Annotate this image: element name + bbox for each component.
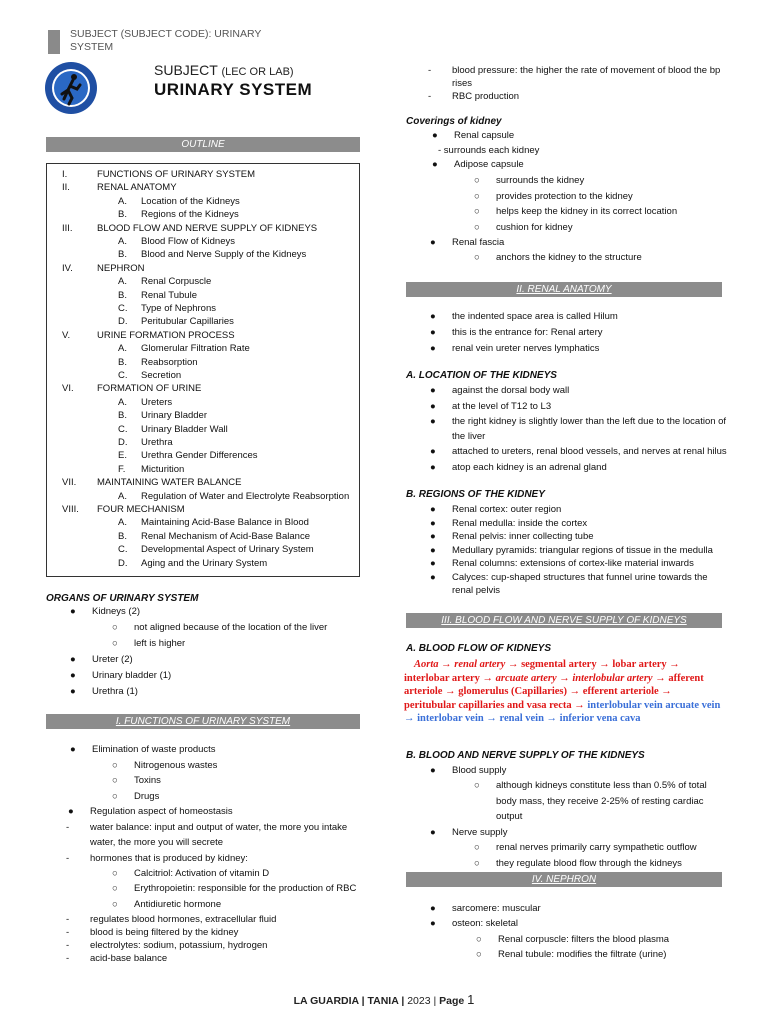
blood-flow-sequence: Aorta → renal artery → segmental artery → lobar artery → interlobar artery → arcuate artery → interlobular artery → afferent arteriole → glomerulus (Capillaries) → efferent arteriole → peritubular capillaries and vasa recta → interlobular vein arcuate vein → interlobar vein → renal vein → inferior vena cava	[404, 659, 721, 725]
outline-item-number: A.	[118, 195, 127, 207]
outline-item: Ureters	[141, 396, 173, 408]
outline-item: Maintaining Acid-Base Balance in Blood	[141, 517, 309, 529]
outline-item-number: B.	[118, 209, 127, 221]
outline-item: FORMATION OF URINE	[97, 383, 202, 395]
list-item: ○ Calcitriol: Activation of vitamin D	[112, 868, 270, 879]
outline-item: NEPHRON	[97, 262, 145, 274]
renal-anatomy-heading: II. RENAL ANATOMY	[406, 282, 722, 297]
list-item: ● Renal fascia	[430, 237, 505, 248]
outline-item-number: A.	[118, 343, 127, 355]
list-item: ○ cushion for kidney	[474, 222, 573, 233]
header-line-1: SUBJECT (SUBJECT CODE): URINARY	[70, 28, 262, 40]
header-accent-bar	[48, 30, 60, 54]
functions-heading: I. FUNCTIONS OF URINARY SYSTEM	[46, 714, 360, 729]
list-item: ● Elimination of waste products	[70, 744, 216, 755]
list-item: body mass, they receive 2-25% of resting cardiac	[496, 796, 704, 807]
list-item: rises	[452, 78, 473, 89]
list-item: ● Calyces: cup-shaped structures that funnel urine towards the	[430, 572, 708, 583]
coverings-title: Coverings of kidney	[406, 116, 502, 127]
outline-item-number: VI.	[62, 383, 74, 395]
regions-title: B. REGIONS OF THE KIDNEY	[406, 489, 545, 500]
list-item: - regulates blood hormones, extracellular fluid	[66, 914, 277, 925]
outline-item: Urethra	[141, 437, 173, 448]
list-item: ● against the dorsal body wall	[430, 385, 570, 396]
list-item: ● the indented space area is called Hilum	[430, 311, 618, 322]
list-item: ● Renal columns: extensions of cortex-like material inwards	[430, 558, 694, 569]
outline-item-number: B.	[118, 356, 127, 368]
list-item: ● Nerve supply	[430, 827, 508, 838]
outline-item: Type of Nephrons	[141, 303, 216, 314]
list-item: renal pelvis	[452, 585, 501, 596]
outline-item-number: B.	[118, 289, 127, 301]
list-item: ○ Toxins	[112, 775, 161, 786]
list-item: ● Renal cortex: outer region	[430, 504, 562, 515]
outline-item-number: D.	[118, 557, 128, 569]
outline-item-number: A.	[118, 517, 127, 529]
outline-item: Glomerular Filtration Rate	[141, 343, 250, 355]
outline-item: RENAL ANATOMY	[97, 182, 177, 194]
list-item: - surrounds each kidney	[438, 145, 540, 156]
list-item: - acid-base balance	[66, 953, 168, 964]
list-item: ● Renal pelvis: inner collecting tube	[430, 531, 594, 542]
footer-page-number: 1	[467, 992, 475, 1007]
list-item: ○ left is higher	[112, 638, 186, 649]
outline-item-number: VIII.	[62, 504, 79, 515]
outline-item: Regions of the Kidneys	[141, 209, 239, 221]
footer-year: 2023 |	[407, 995, 437, 1007]
list-item: ○ helps keep the kidney in its correct location	[474, 206, 678, 217]
outline-item: FUNCTIONS OF URINARY SYSTEM	[97, 169, 255, 180]
outline-item: Renal Corpuscle	[141, 276, 212, 288]
outline-item: FOUR MECHANISM	[97, 504, 185, 515]
list-item: ● this is the entrance for: Renal artery	[430, 327, 603, 338]
list-item: ○ Renal corpuscle: filters the blood plasma	[476, 934, 670, 945]
outline-item: Blood and Nerve Supply of the Kidneys	[141, 249, 307, 261]
outline-item-number: A.	[118, 236, 127, 247]
list-item: ● Medullary pyramids: triangular regions of tissue in the medulla	[430, 545, 713, 556]
blood-flow-heading: III. BLOOD FLOW AND NERVE SUPPLY OF KIDNEYS	[406, 613, 722, 628]
list-item: ● Renal capsule	[432, 130, 515, 141]
outline-item: URINE FORMATION PROCESS	[97, 329, 235, 341]
outline-item-number: C.	[118, 303, 128, 314]
outline-item-number: A.	[118, 396, 127, 408]
list-item: ○ provides protection to the kidney	[474, 191, 633, 202]
outline-item-number: I.	[62, 169, 68, 180]
outline-item: Regulation of Water and Electrolyte Reabsorption	[141, 490, 350, 502]
outline-item: Blood Flow of Kidneys	[141, 236, 235, 247]
outline-item-number: E.	[118, 450, 127, 462]
list-item: ● osteon: skeletal	[430, 918, 519, 929]
outline-item: Micturition	[141, 463, 185, 475]
outline-item: Urinary Bladder	[141, 410, 207, 422]
list-item: ● Regulation aspect of homeostasis	[68, 806, 233, 817]
outline-item-number: III.	[62, 222, 73, 234]
list-item: the liver	[452, 431, 486, 442]
list-item: ○ although kidneys constitute less than 0.5% of total	[474, 780, 707, 791]
outline-heading: OUTLINE	[46, 137, 360, 152]
outline-item-number: II.	[62, 182, 70, 194]
outline-item-number: D.	[118, 316, 128, 328]
list-item: - blood is being filtered by the kidney	[66, 927, 239, 938]
list-item: ○ renal nerves primarily carry sympathetic outflow	[474, 842, 697, 853]
outline-item: MAINTAINING WATER BALANCE	[97, 477, 242, 489]
page-title: URINARY SYSTEM	[154, 80, 313, 99]
outline-item-number: B.	[118, 410, 127, 422]
list-item: water, the more you will secrete	[90, 837, 224, 848]
outline-item: Developmental Aspect of Urinary System	[141, 544, 314, 556]
list-item: output	[496, 811, 523, 822]
list-item: ○ Renal tubule: modifies the filtrate (urine)	[476, 949, 667, 960]
outline-item: Renal Mechanism of Acid-Base Balance	[141, 530, 310, 542]
outline-item-number: F.	[118, 463, 126, 475]
organs-title: ORGANS OF URINARY SYSTEM	[46, 593, 199, 604]
list-item: ● sarcomere: muscular	[430, 903, 541, 914]
list-item: ● renal vein ureter nerves lymphatics	[430, 343, 600, 354]
list-item: ● at the level of T12 to L3	[430, 401, 552, 412]
outline-item: Reabsorption	[141, 356, 198, 368]
blood-flow-title: A. BLOOD FLOW OF KIDNEYS	[406, 643, 551, 654]
outline-item-number: VII.	[62, 477, 77, 489]
outline-item-number: V.	[62, 329, 71, 341]
outline-item: Urinary Bladder Wall	[141, 423, 228, 435]
list-item: ○ not aligned because of the location of the liver	[112, 622, 328, 633]
outline-item: Aging and the Urinary System	[141, 557, 268, 569]
list-item: ● Blood supply	[430, 765, 507, 776]
footer-authors: LA GUARDIA | TANIA |	[293, 995, 405, 1007]
outline-item: BLOOD FLOW AND NERVE SUPPLY OF KIDNEYS	[97, 222, 318, 234]
outline-item: Urethra Gender Differences	[141, 450, 258, 462]
list-item: ○ anchors the kidney to the structure	[474, 252, 642, 263]
list-item: ● Adipose capsule	[432, 159, 524, 170]
header-line-2: SYSTEM	[70, 41, 114, 53]
footer-page-label: Page	[439, 995, 465, 1007]
list-item: ○ Nitrogenous wastes	[112, 760, 218, 771]
outline-item-number: D.	[118, 437, 128, 448]
outline-item-number: C.	[118, 423, 128, 435]
outline-item-number: B.	[118, 530, 127, 542]
outline-item-number: IV.	[62, 262, 73, 274]
outline-item-number: B.	[118, 249, 127, 261]
outline-item-number: A.	[118, 276, 127, 288]
list-item: ● Kidneys (2)	[70, 606, 141, 617]
list-item: ● atop each kidney is an adrenal gland	[430, 462, 607, 473]
list-item: ● Ureter (2)	[70, 654, 133, 665]
outline-item-number: C.	[118, 370, 128, 381]
nephron-heading: IV. NEPHRON	[406, 872, 722, 887]
outline-item: Peritubular Capillaries	[141, 316, 234, 328]
outline-item-number: C.	[118, 544, 128, 556]
nerve-supply-title: B. BLOOD AND NERVE SUPPLY OF THE KIDNEYS	[406, 750, 645, 761]
list-item: - water balance: input and output of water, the more you intake	[66, 822, 348, 833]
list-item: ● Renal medulla: inside the cortex	[430, 518, 588, 529]
page-footer	[0, 992, 768, 1007]
subject-label: SUBJECT (LEC OR LAB)	[154, 62, 294, 78]
outline-item: Secretion	[141, 370, 182, 381]
list-item: - hormones that is produced by kidney:	[66, 853, 248, 864]
university-seal-logo	[44, 61, 98, 115]
list-item: ○ surrounds the kidney	[474, 175, 585, 186]
location-title: A. LOCATION OF THE KIDNEYS	[406, 370, 557, 381]
outline-item: Renal Tubule	[141, 289, 197, 301]
list-item: ○ Erythropoietin: responsible for the production of RBC	[112, 883, 357, 894]
list-item: ● Urethra (1)	[70, 686, 138, 697]
list-item: ○ Antidiuretic hormone	[112, 899, 222, 910]
list-item: ● the right kidney is slightly lower than the left due to the location of	[430, 416, 727, 427]
outline-item: Location of the Kidneys	[141, 195, 240, 207]
list-item: ● Urinary bladder (1)	[70, 670, 172, 681]
list-item: - RBC production	[428, 91, 520, 102]
list-item: ○ Drugs	[112, 791, 160, 802]
outline-item-number: A.	[118, 490, 127, 502]
list-item: ● attached to ureters, renal blood vessels, and nerves at renal hilus	[430, 446, 727, 457]
list-item: ○ they regulate blood flow through the kidneys	[474, 858, 682, 869]
list-item: - blood pressure: the higher the rate of movement of blood the bp	[428, 65, 721, 76]
list-item: - electrolytes: sodium, potassium, hydrogen	[66, 940, 268, 951]
header-subject-code	[70, 28, 270, 54]
